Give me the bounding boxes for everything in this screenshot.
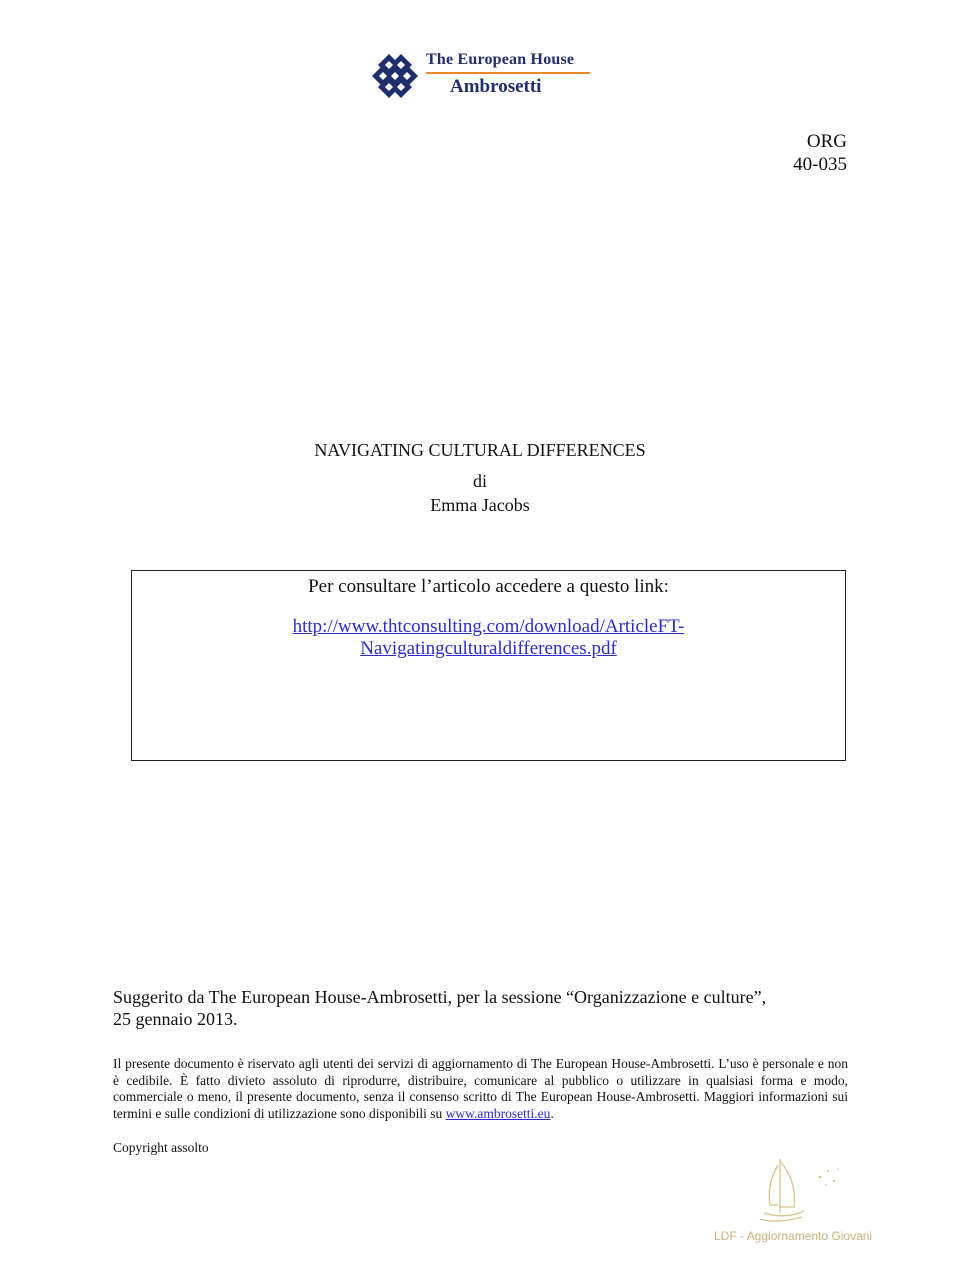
article-link-box xyxy=(131,570,846,761)
suggestion-line2: 25 gennaio 2013. xyxy=(113,1009,238,1029)
ambrosetti-logo-icon xyxy=(370,54,420,98)
article-url-line2: Navigatingculturaldifferences.pdf xyxy=(360,638,617,659)
suggestion-line1: Suggerito da The European House-Ambrosetti, per la sessione “Organizzazione e culture”, xyxy=(113,987,767,1007)
watermark-label: LDF - Aggiornamento Giovani xyxy=(714,1229,873,1243)
logo-text-line2: Ambrosetti xyxy=(450,76,542,97)
logo-rule xyxy=(426,72,590,74)
copyright-note: Copyright assolto xyxy=(113,1140,209,1155)
logo-text-line1: The European House xyxy=(426,51,575,68)
link-box-intro: Per consultare l’articolo accedere a questo link: xyxy=(308,576,669,597)
article-url-link[interactable] xyxy=(293,616,685,660)
document-code-line1: ORG xyxy=(806,131,847,152)
disclaimer-end: . xyxy=(550,1105,554,1121)
ambrosetti-website-link[interactable]: www.ambrosetti.eu xyxy=(445,1105,551,1121)
document-code-line2: 40-035 xyxy=(793,154,847,175)
company-logo xyxy=(370,50,600,102)
document-code xyxy=(793,130,847,176)
article-heading xyxy=(0,438,960,517)
article-author: Emma Jacobs xyxy=(430,495,530,515)
article-by: di xyxy=(472,471,487,491)
sailboat-watermark-icon xyxy=(758,1155,858,1225)
article-url-line1: http://www.thtconsulting.com/download/ArticleFT- xyxy=(292,616,685,637)
disclaimer xyxy=(113,1056,848,1122)
suggestion-note xyxy=(113,986,848,1030)
disclaimer-text: Il presente documento è riservato agli utenti dei servizi di aggiornamento di The European House-Ambrosetti. L’uso è personale e non è cedibile. È fatto divieto assoluto di riprodurre, distribuire, comunicare al pubblico o utilizzare in qualsiasi forma e modo, commerciale o meno, il presente documento, senza il consenso scritto di The European House-Ambrosetti. Maggiori informazioni sui termini e sulle condizioni di utilizzazione sono disponibili su xyxy=(113,1056,848,1121)
article-title: NAVIGATING CULTURAL DIFFERENCES xyxy=(314,440,646,460)
